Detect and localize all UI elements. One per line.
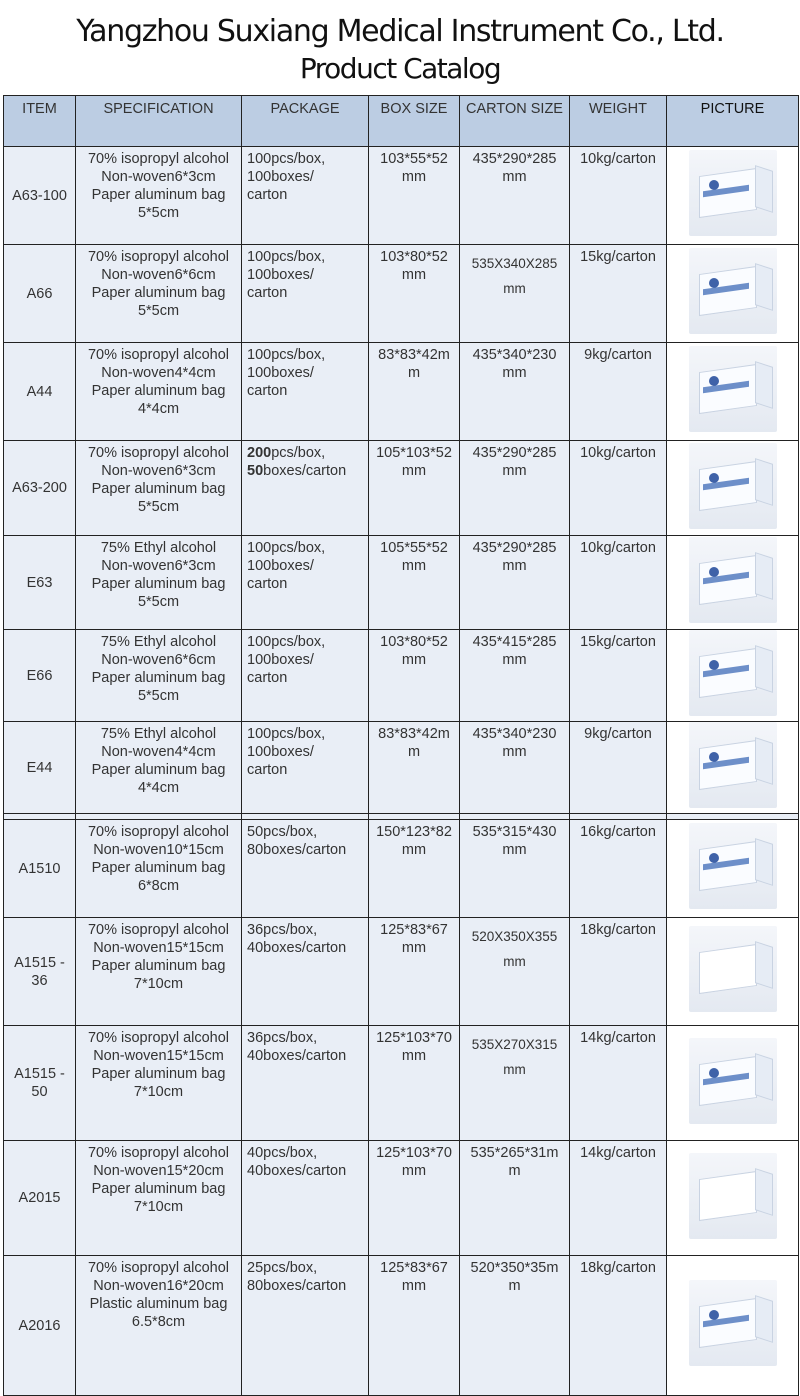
carton-size <box>460 343 570 441</box>
table-row <box>4 820 799 918</box>
specification-line: 70% isopropyl alcohol <box>87 151 230 167</box>
specification <box>76 441 242 536</box>
alcohol-pad-box-icon <box>689 346 777 432</box>
specification <box>76 1026 242 1141</box>
specification-line: 70% isopropyl alcohol <box>87 922 230 938</box>
package <box>242 820 369 918</box>
package-quantity: 200 <box>247 445 272 461</box>
package-line: 100boxes/ <box>247 558 314 574</box>
specification-line: 7*10cm <box>133 1084 184 1100</box>
col-header-box-size: BOX SIZE <box>369 96 460 147</box>
col-header-weight: WEIGHT <box>570 96 667 147</box>
col-header-package: PACKAGE <box>242 96 369 147</box>
catalog-header <box>0 0 800 95</box>
package-line: 100boxes/ <box>247 169 314 185</box>
specification <box>76 343 242 441</box>
table-row <box>4 1141 799 1256</box>
product-picture <box>667 630 799 722</box>
package-unit: pcs/box, <box>271 445 326 461</box>
item-code: A63-200 <box>4 441 76 536</box>
weight: 10kg/carton <box>570 147 667 245</box>
product-picture <box>667 722 799 814</box>
package-line: 50pcs/box, <box>247 824 318 840</box>
item-code-line: 36 <box>31 972 48 989</box>
specification-line: Non-woven4*4cm <box>101 744 216 760</box>
package <box>242 1256 369 1396</box>
package-line: carton <box>247 187 288 203</box>
item-code-line: A1515 - <box>14 954 65 971</box>
table-row <box>4 147 799 245</box>
col-header-specification: SPECIFICATION <box>76 96 242 147</box>
package-unit: boxes/carton <box>263 463 347 479</box>
specification <box>76 536 242 630</box>
carton-size-line: mm <box>503 954 526 969</box>
package-line: 100pcs/box, <box>247 151 326 167</box>
box-size <box>369 441 460 536</box>
specification-line: 75% Ethyl alcohol <box>100 634 217 650</box>
carton-size-line: 535*265*31m <box>470 1145 559 1161</box>
white-box-icon <box>689 926 777 1012</box>
package-line: 25pcs/box, <box>247 1260 318 1276</box>
item-code <box>4 1026 76 1141</box>
carton-size-line: 435*290*285 <box>472 445 557 461</box>
package-line: carton <box>247 285 288 301</box>
specification-line: 70% isopropyl alcohol <box>87 445 230 461</box>
specification <box>76 1141 242 1256</box>
col-header-item: ITEM <box>4 96 76 147</box>
carton-size <box>460 245 570 343</box>
carton-size-line: 520X350X355 <box>471 929 558 944</box>
carton-size-line: mm <box>502 365 527 381</box>
box-size <box>369 722 460 814</box>
package-line: carton <box>247 576 288 592</box>
specification <box>76 1256 242 1396</box>
specification-line: Non-woven15*15cm <box>93 940 224 956</box>
company-name: Yangzhou Suxiang Medical Instrument Co., Ltd. <box>76 14 724 49</box>
package-line: 100boxes/ <box>247 365 314 381</box>
package-line: 100pcs/box, <box>247 540 326 556</box>
table-row <box>4 1256 799 1396</box>
specification-line: Non-woven15*20cm <box>93 1163 224 1179</box>
package-line: 36pcs/box, <box>247 1030 318 1046</box>
product-picture <box>667 1141 799 1256</box>
carton-size-line: m <box>508 1278 521 1294</box>
carton-size-line: 535X340X285 <box>471 256 558 271</box>
box-size <box>369 1256 460 1396</box>
carton-size-line: 520*350*35m <box>470 1260 559 1276</box>
carton-size <box>460 147 570 245</box>
package <box>242 722 369 814</box>
item-code: A1510 <box>4 820 76 918</box>
box-size-line: mm <box>401 1278 427 1294</box>
alcohol-pad-box-icon <box>689 722 777 808</box>
box-size-line: m <box>407 365 421 381</box>
box-size-line: mm <box>401 463 427 479</box>
item-code: A2015 <box>4 1141 76 1256</box>
specification-line: Non-woven10*15cm <box>93 842 224 858</box>
package-line: 100boxes/ <box>247 744 314 760</box>
carton-size-line: 435*290*285 <box>472 151 557 167</box>
box-size-line: 125*103*70 <box>376 1030 452 1046</box>
package-line: 40boxes/carton <box>247 940 347 956</box>
alcohol-pad-box-icon <box>689 630 777 716</box>
weight: 18kg/carton <box>570 1256 667 1396</box>
box-size <box>369 918 460 1026</box>
item-code-line: A1515 - <box>14 1066 65 1082</box>
catalog-title: Product Catalog <box>299 52 501 85</box>
specification-line: 70% isopropyl alcohol <box>87 1260 230 1276</box>
specification-line: Non-woven6*3cm <box>101 463 216 479</box>
specification-line: 75% Ethyl alcohol <box>100 540 217 556</box>
specification-line: Paper aluminum bag <box>91 383 226 399</box>
carton-size <box>460 536 570 630</box>
item-code: E44 <box>4 722 76 814</box>
package-line: carton <box>247 670 288 686</box>
package <box>242 147 369 245</box>
col-header-carton-size: CARTON SIZE <box>460 96 570 147</box>
weight: 10kg/carton <box>570 441 667 536</box>
specification-line: Paper aluminum bag <box>91 1066 226 1082</box>
product-picture <box>667 245 799 343</box>
carton-size <box>460 1026 570 1141</box>
alcohol-pad-box-icon <box>689 1038 777 1124</box>
carton-size-line: mm <box>503 1062 526 1077</box>
package-line: 100boxes/ <box>247 652 314 668</box>
box-size <box>369 1141 460 1256</box>
specification-line: Paper aluminum bag <box>91 670 226 686</box>
specification-line: 7*10cm <box>133 1199 184 1215</box>
table-row <box>4 1026 799 1141</box>
box-size-line: 83*83*42m <box>378 726 450 742</box>
package <box>242 536 369 630</box>
box-size <box>369 536 460 630</box>
package-line: 40boxes/carton <box>247 1048 347 1064</box>
alcohol-pad-box-icon <box>689 823 777 909</box>
specification-line: 4*4cm <box>137 780 180 796</box>
package <box>242 441 369 536</box>
specification-line: 5*5cm <box>137 688 180 704</box>
specification-line: 5*5cm <box>137 303 180 319</box>
box-size-line: 125*83*67 <box>380 1260 448 1276</box>
package-line: 100pcs/box, <box>247 634 326 650</box>
specification-line: 70% isopropyl alcohol <box>87 824 230 840</box>
specification-line: 5*5cm <box>137 594 180 610</box>
package-line: carton <box>247 383 288 399</box>
specification-line: 6*8cm <box>137 878 180 894</box>
specification-line: Paper aluminum bag <box>91 762 226 778</box>
weight: 9kg/carton <box>570 343 667 441</box>
carton-size <box>460 722 570 814</box>
specification-line: 5*5cm <box>137 499 180 515</box>
specification-line: 70% isopropyl alcohol <box>87 249 230 265</box>
table-row <box>4 441 799 536</box>
box-size-line: 105*103*52 <box>376 445 452 461</box>
box-size-line: mm <box>401 1048 427 1064</box>
weight: 15kg/carton <box>570 630 667 722</box>
carton-size-line: m <box>508 1163 521 1179</box>
weight: 10kg/carton <box>570 536 667 630</box>
specification-line: 5*5cm <box>137 205 180 221</box>
box-size-line: mm <box>401 169 427 185</box>
box-size <box>369 630 460 722</box>
box-size-line: 103*55*52 <box>380 151 448 167</box>
weight: 16kg/carton <box>570 820 667 918</box>
specification-line: Non-woven6*3cm <box>101 558 216 574</box>
box-size-line: mm <box>401 940 427 956</box>
weight: 9kg/carton <box>570 722 667 814</box>
item-code: E63 <box>4 536 76 630</box>
carton-size-line: mm <box>502 558 527 574</box>
product-picture <box>667 1256 799 1396</box>
product-picture <box>667 147 799 245</box>
alcohol-pad-box-icon <box>689 248 777 334</box>
box-size-line: m <box>407 744 421 760</box>
package-line: 100pcs/box, <box>247 249 326 265</box>
package-line: 100boxes/ <box>247 267 314 283</box>
carton-size <box>460 1141 570 1256</box>
specification <box>76 147 242 245</box>
carton-size-line: mm <box>502 463 527 479</box>
weight: 14kg/carton <box>570 1026 667 1141</box>
box-size-line: mm <box>401 558 427 574</box>
package <box>242 918 369 1026</box>
carton-size-line: mm <box>502 652 527 668</box>
specification-line: 70% isopropyl alcohol <box>87 347 230 363</box>
carton-size-line: 535*315*430 <box>472 824 557 840</box>
table-row <box>4 630 799 722</box>
package-line: 40boxes/carton <box>247 1163 347 1179</box>
specification-line: 6.5*8cm <box>131 1314 186 1330</box>
specification-line: 75% Ethyl alcohol <box>100 726 217 742</box>
carton-size <box>460 820 570 918</box>
box-size <box>369 820 460 918</box>
alcohol-pad-box-icon <box>689 443 777 529</box>
package <box>242 630 369 722</box>
package <box>242 245 369 343</box>
package-line: 80boxes/carton <box>247 1278 347 1294</box>
specification-line: Paper aluminum bag <box>91 860 226 876</box>
box-size-line: 125*83*67 <box>380 922 448 938</box>
specification-line: Paper aluminum bag <box>91 576 226 592</box>
item-code: A44 <box>4 343 76 441</box>
specification-line: Non-woven6*6cm <box>101 652 216 668</box>
box-size <box>369 147 460 245</box>
package <box>242 1141 369 1256</box>
item-code: A66 <box>4 245 76 343</box>
specification-line: Paper aluminum bag <box>91 481 226 497</box>
specification <box>76 918 242 1026</box>
carton-size <box>460 630 570 722</box>
carton-size-line: mm <box>502 744 527 760</box>
product-picture <box>667 536 799 630</box>
specification <box>76 630 242 722</box>
specification-line: Non-woven6*6cm <box>101 267 216 283</box>
alcohol-pad-box-icon <box>689 1280 777 1366</box>
box-size-line: 105*55*52 <box>380 540 448 556</box>
specification-line: Non-woven4*4cm <box>101 365 216 381</box>
table-row <box>4 343 799 441</box>
package-line: 100pcs/box, <box>247 726 326 742</box>
package-line <box>247 444 368 462</box>
table-header-row <box>4 96 799 147</box>
package-line: 36pcs/box, <box>247 922 318 938</box>
box-size-line: mm <box>401 842 427 858</box>
carton-size-line: 435*415*285 <box>472 634 557 650</box>
weight: 14kg/carton <box>570 1141 667 1256</box>
carton-size-line: 435*340*230 <box>472 347 557 363</box>
package-line <box>247 462 368 480</box>
specification-line: Paper aluminum bag <box>91 187 226 203</box>
carton-size <box>460 1256 570 1396</box>
box-size-line: mm <box>401 652 427 668</box>
box-size-line: 83*83*42m <box>378 347 450 363</box>
item-code: E66 <box>4 630 76 722</box>
box-size-line: mm <box>401 1163 427 1179</box>
specification-line: Paper aluminum bag <box>91 285 226 301</box>
specification-line: Paper aluminum bag <box>91 1181 226 1197</box>
product-table <box>3 95 799 1396</box>
package-line: 40pcs/box, <box>247 1145 318 1161</box>
specification-line: 70% isopropyl alcohol <box>87 1030 230 1046</box>
package <box>242 343 369 441</box>
product-picture <box>667 820 799 918</box>
carton-size <box>460 918 570 1026</box>
specification <box>76 245 242 343</box>
box-size-line: 125*103*70 <box>376 1145 452 1161</box>
specification-line: 70% isopropyl alcohol <box>87 1145 230 1161</box>
specification-line: Non-woven15*15cm <box>93 1048 224 1064</box>
carton-size-line: mm <box>503 281 526 296</box>
package-quantity: 50 <box>247 463 264 479</box>
table-row <box>4 722 799 814</box>
table-row <box>4 245 799 343</box>
specification-line: 4*4cm <box>137 401 180 417</box>
package-line: 100pcs/box, <box>247 347 326 363</box>
specification-line: Paper aluminum bag <box>91 958 226 974</box>
product-picture <box>667 441 799 536</box>
product-picture <box>667 918 799 1026</box>
specification <box>76 820 242 918</box>
box-size-line: 103*80*52 <box>380 249 448 265</box>
package-line: carton <box>247 762 288 778</box>
product-picture <box>667 343 799 441</box>
box-size-line: mm <box>401 267 427 283</box>
box-size-line: 150*123*82 <box>376 824 452 840</box>
weight: 15kg/carton <box>570 245 667 343</box>
item-code <box>4 918 76 1026</box>
box-size <box>369 1026 460 1141</box>
item-code-line: 50 <box>31 1084 48 1100</box>
item-code: A63-100 <box>4 147 76 245</box>
carton-size-line: 535X270X315 <box>471 1037 558 1052</box>
package-line: 80boxes/carton <box>247 842 347 858</box>
carton-size-line: mm <box>502 169 527 185</box>
carton-size-line: mm <box>502 842 527 858</box>
specification <box>76 722 242 814</box>
carton-size-line: 435*290*285 <box>472 540 557 556</box>
package <box>242 1026 369 1141</box>
table-row <box>4 536 799 630</box>
alcohol-pad-box-icon <box>689 537 777 623</box>
specification-line: 7*10cm <box>133 976 184 992</box>
box-size <box>369 343 460 441</box>
carton-size <box>460 441 570 536</box>
product-picture <box>667 1026 799 1141</box>
weight: 18kg/carton <box>570 918 667 1026</box>
carton-size-line: 435*340*230 <box>472 726 557 742</box>
box-size <box>369 245 460 343</box>
item-code: A2016 <box>4 1256 76 1396</box>
alcohol-pad-box-icon <box>689 150 777 236</box>
box-size-line: 103*80*52 <box>380 634 448 650</box>
table-row <box>4 918 799 1026</box>
specification-line: Non-woven6*3cm <box>101 169 216 185</box>
specification-line: Non-woven16*20cm <box>93 1278 224 1294</box>
col-header-picture: PICTURE <box>667 96 799 147</box>
white-box-icon <box>689 1153 777 1239</box>
specification-line: Plastic aluminum bag <box>89 1296 228 1312</box>
